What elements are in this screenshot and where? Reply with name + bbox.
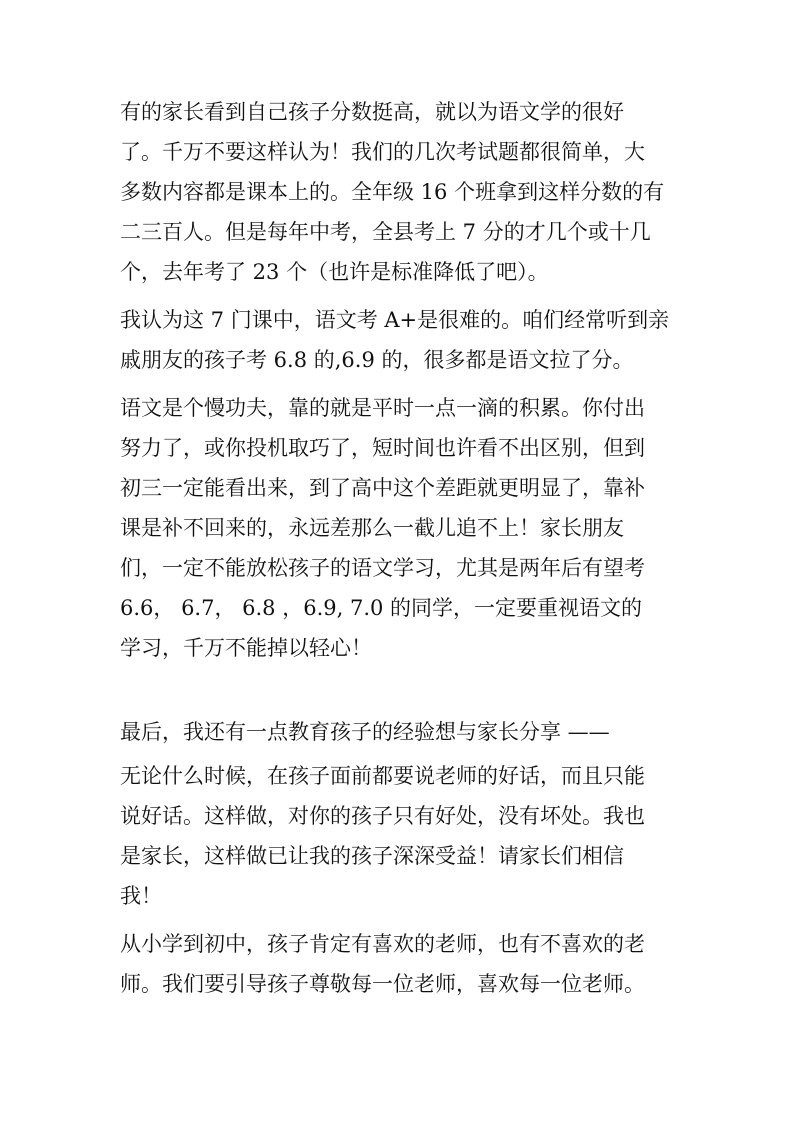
text-line: 课是补不回来的，永远差那么一截儿追不上！家长朋友 bbox=[120, 516, 624, 540]
text-line: 师。我们要引导孩子尊敬每一位老师，喜欢每一位老师。 bbox=[120, 972, 645, 996]
text-line: 了。千万不要这样认为！我们的几次考试题都很简单，大 bbox=[120, 140, 645, 164]
text-line: 个，去年考了 23 个（也许是标准降低了吧）。 bbox=[120, 260, 549, 284]
text-line: 我认为这 7 门课中，语文考 A+是很难的。咱们经常听到亲 bbox=[120, 308, 670, 332]
text-line: 语文是个慢功夫，靠的就是平时一点一滴的积累。你付出 bbox=[120, 396, 645, 420]
text-line: 说好话。这样做，对你的孩子只有好处，没有坏处。我也 bbox=[120, 804, 645, 828]
text-line: 学习，千万不能掉以轻心！ bbox=[120, 636, 372, 660]
text-line: 我！ bbox=[120, 884, 162, 908]
text-line: 多数内容都是课本上的。全年级 16 个班拿到这样分数的有 bbox=[120, 180, 665, 204]
text-line: 努力了，或你投机取巧了，短时间也许看不出区别，但到 bbox=[120, 436, 645, 460]
text-line: 从小学到初中，孩子肯定有喜欢的老师，也有不喜欢的老 bbox=[120, 932, 645, 956]
text-line: 是家长，这样做已让我的孩子深深受益！请家长们相信 bbox=[120, 844, 624, 868]
text-line: 最后，我还有一点教育孩子的经验想与家长分享 —— bbox=[120, 720, 610, 744]
text-line: 有的家长看到自己孩子分数挺高，就以为语文学的很好 bbox=[120, 100, 624, 124]
text-line: 们，一定不能放松孩子的语文学习，尤其是两年后有望考 bbox=[120, 556, 645, 580]
text-line: 戚朋友的孩子考 6.8 的,6.9 的，很多都是语文拉了分。 bbox=[120, 348, 634, 372]
text-line: 初三一定能看出来，到了高中这个差距就更明显了，靠补 bbox=[120, 476, 645, 500]
text-line: 二三百人。但是每年中考，全县考上 7 分的才几个或十几 bbox=[120, 220, 651, 244]
text-line: 无论什么时候，在孩子面前都要说老师的好话，而且只能 bbox=[120, 764, 645, 788]
text-line: 6.6， 6.7， 6.8 ，6.9, 7.0 的同学，一定要重视语文的 bbox=[120, 596, 643, 620]
